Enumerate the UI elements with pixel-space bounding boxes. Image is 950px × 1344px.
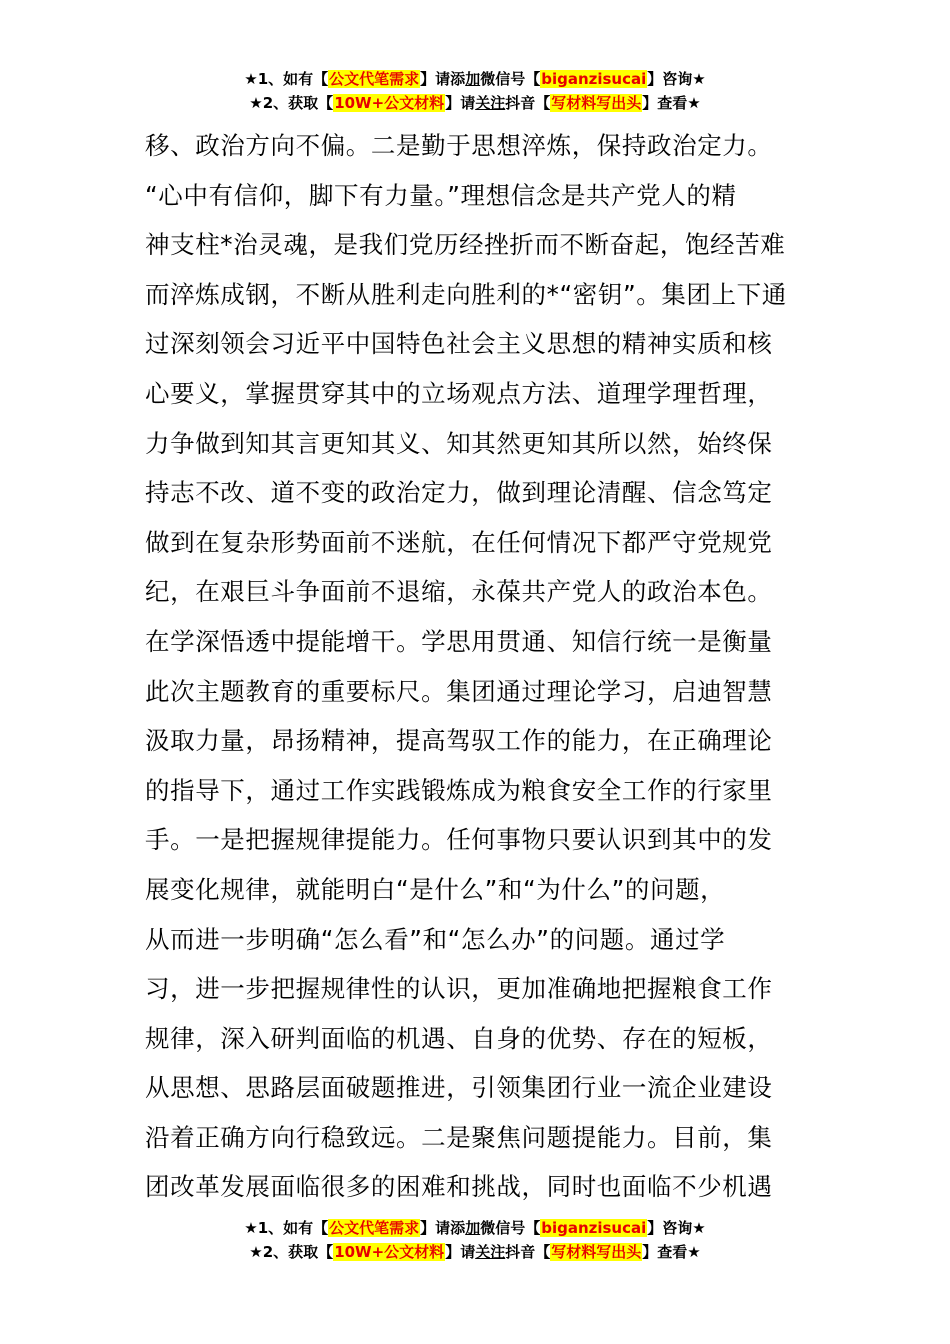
- text-line: 汲取力量，昂扬精神，提高驾驭工作的能力，在正确理论: [145, 726, 773, 756]
- highlight-materials: 10W+公文材料: [334, 94, 445, 112]
- text-line: 规律，深入研判面临的机遇、自身的优势、存在的短板，: [145, 1023, 773, 1053]
- banner-text: 】查看★: [642, 1243, 701, 1261]
- text-line: 的指导下，通过工作实践锻炼成为粮食安全工作的行家里: [145, 775, 773, 805]
- banner-text: 】查看★: [642, 94, 701, 112]
- text-line: 展变化规律，就能明白“是什么”和“为什么”的问题，: [145, 874, 726, 904]
- highlight-douyin-account: 写材料写出头: [551, 1243, 642, 1261]
- text-line: 从而进一步明确“怎么看”和“怎么办”的问题。通过学: [145, 924, 726, 954]
- text-line: “心中有信仰，脚下有力量。”理想信念是共产党人的精: [145, 180, 737, 210]
- text-line: 力争做到知其言更知其义、知其然更知其所以然，始终保: [145, 428, 773, 458]
- text-line: 在学深悟透中提能增干。学思用贯通、知信行统一是衡量: [145, 626, 773, 656]
- banner-underline: 关注: [475, 1243, 506, 1261]
- highlight-wechat-id: biganzisucai: [541, 70, 647, 88]
- banner-line-1: [0, 67, 950, 91]
- banner-text: ★2、获取【: [249, 94, 334, 112]
- banner-line-1: [0, 1216, 950, 1240]
- banner-text: ★2、获取【: [249, 1243, 334, 1261]
- banner-text: 抖音【: [505, 1243, 551, 1261]
- text-line: 持志不改、道不变的政治定力，做到理论清醒、信念笃定: [145, 478, 773, 508]
- banner-text: 抖音【: [505, 94, 551, 112]
- banner-text: ★1、如有【: [244, 1219, 329, 1237]
- text-line: 从思想、思路层面破题推进，引领集团行业一流企业建设: [145, 1073, 773, 1103]
- banner-text: 】咨询★: [647, 70, 706, 88]
- banner-line-2: [0, 91, 950, 115]
- text-line: 此次主题教育的重要标尺。集团通过理论学习，启迪智慧: [145, 676, 773, 706]
- highlight-materials: 10W+公文材料: [334, 1243, 445, 1261]
- banner-text: 微信号【: [480, 1219, 541, 1237]
- highlight-douyin-account: 写材料写出头: [551, 94, 642, 112]
- highlight-wechat-id: biganzisucai: [541, 1219, 647, 1237]
- text-line: 移、政治方向不偏。二是勤于思想淬炼，保持政治定力。: [145, 131, 773, 160]
- text-line: 而淬炼成钢，不断从胜利走向胜利的*“密钥”。集团上下通: [145, 279, 787, 309]
- banner-underline: 加: [465, 70, 481, 88]
- banner-text: 】咨询★: [647, 1219, 706, 1237]
- banner-text: 微信号【: [480, 70, 541, 88]
- text-line: 心要义，掌握贯穿其中的立场观点方法、道理学理哲理，: [145, 378, 773, 408]
- highlight-service: 公文代笔需求: [329, 1219, 420, 1237]
- banner-text: ★1、如有【: [244, 70, 329, 88]
- banner-underline: 加: [465, 1219, 481, 1237]
- footer-banner: [0, 1216, 950, 1264]
- text-line: 手。一是把握规律提能力。任何事物只要认识到其中的发: [145, 825, 773, 855]
- highlight-service: 公文代笔需求: [329, 70, 420, 88]
- document-body: [145, 121, 825, 1212]
- banner-text: 】请添: [420, 1219, 466, 1237]
- text-line: 过深刻领会习近平中国特色社会主义思想的精神实质和核: [145, 329, 773, 359]
- banner-text: 】请: [445, 94, 476, 112]
- text-line: 沿着正确方向行稳致远。二是聚焦问题提能力。目前，集: [145, 1122, 773, 1152]
- header-banner: [0, 67, 950, 115]
- text-line: 做到在复杂形势面前不迷航，在任何情况下都严守党规党: [145, 527, 773, 557]
- banner-line-2: [0, 1240, 950, 1264]
- text-line: 纪，在艰巨斗争面前不退缩，永葆共产党人的政治本色。: [145, 577, 773, 607]
- banner-text: 】请: [445, 1243, 476, 1261]
- text-line: 团改革发展面临很多的困难和挑战，同时也面临不少机遇: [145, 1172, 773, 1202]
- text-line: 神支柱*治灵魂，是我们党历经挫折而不断奋起，饱经苦难: [145, 230, 786, 260]
- text-line: 习，进一步把握规律性的认识，更加准确地把握粮食工作: [145, 974, 773, 1004]
- banner-underline: 关注: [475, 94, 506, 112]
- banner-text: 】请添: [420, 70, 466, 88]
